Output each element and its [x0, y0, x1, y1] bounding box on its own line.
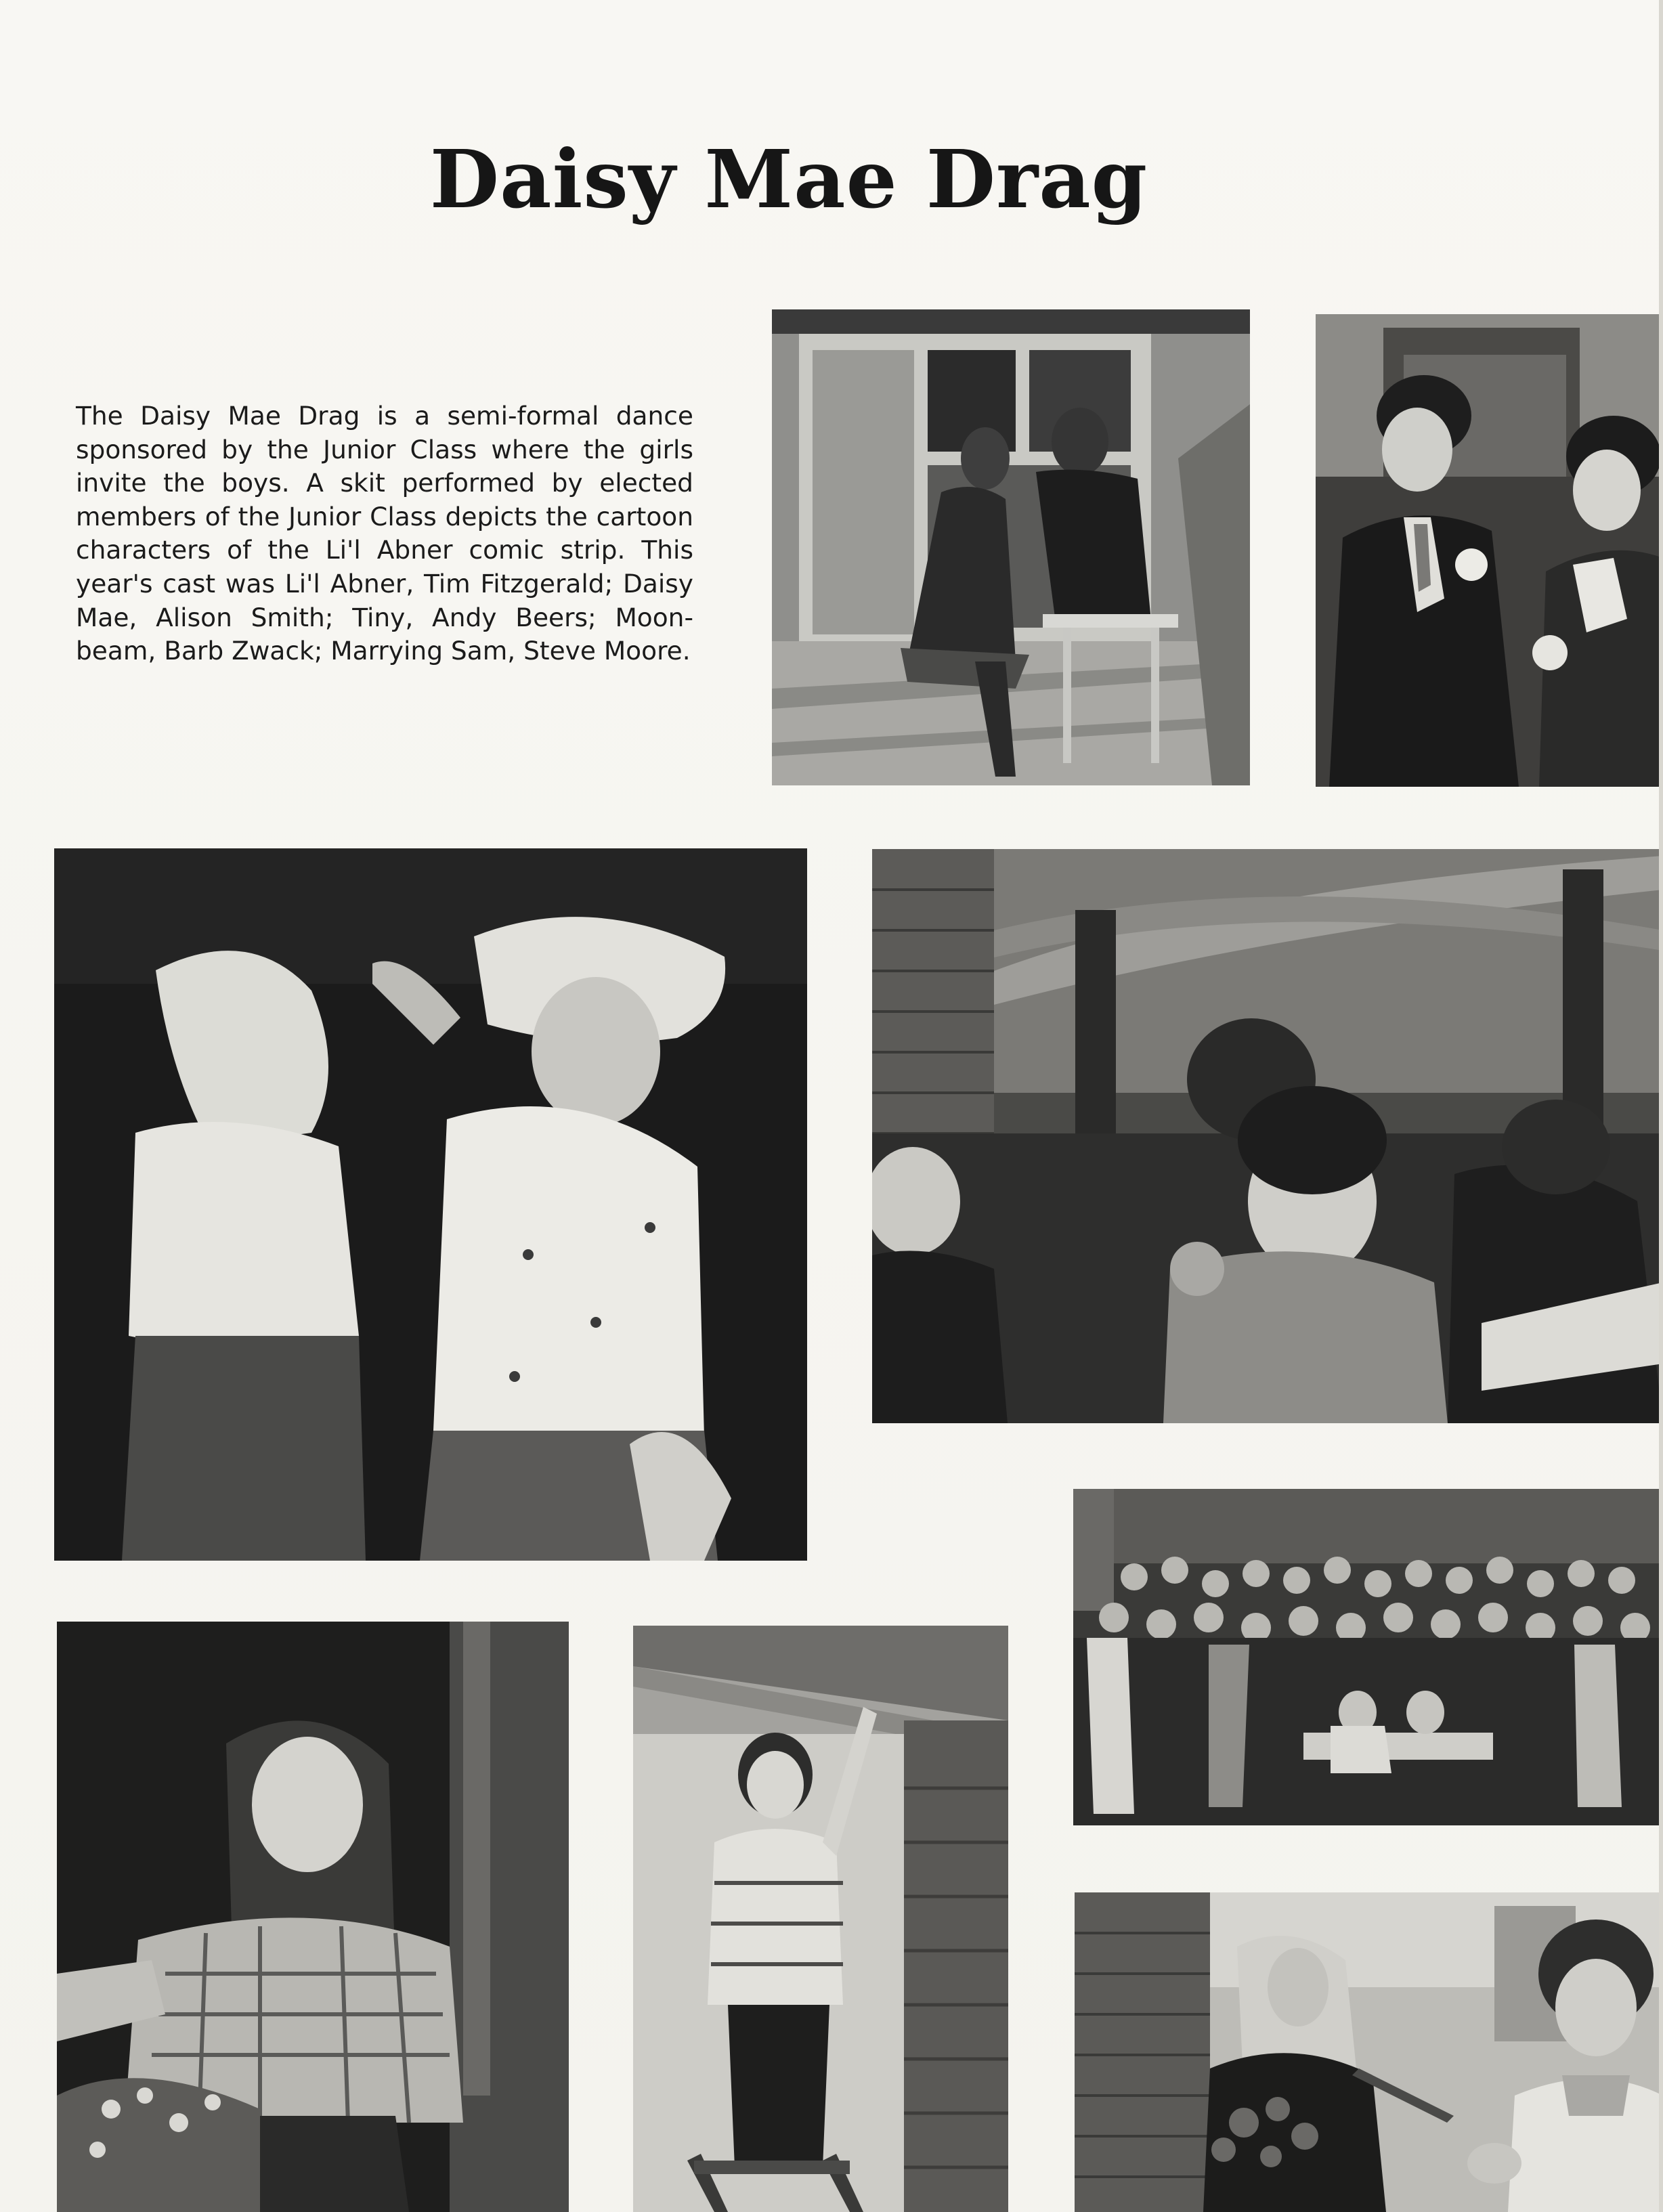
- photo-girls-with-lace-veils: [54, 848, 807, 1561]
- photo-couple-at-doors-image: [772, 309, 1250, 785]
- photo-couple-at-doors: [772, 309, 1250, 785]
- photo-student-on-ladder-image: [633, 1626, 1008, 2212]
- photo-students-with-bouquet-image: [1075, 1892, 1663, 2212]
- photo-girl-in-plaid-shirt: [57, 1622, 569, 2212]
- photo-dancers-under-streamers: [872, 849, 1663, 1423]
- page-edge: [1659, 0, 1663, 2212]
- photo-crowd-watching-skit: [1073, 1489, 1663, 1825]
- photo-girl-in-plaid-shirt-image: [57, 1622, 569, 2212]
- photo-girls-with-lace-veils-image: [54, 848, 807, 1561]
- page-title: Daisy Mae Drag: [429, 132, 1148, 226]
- photo-boy-with-corsage-image: [1316, 314, 1663, 787]
- photo-students-with-bouquet: [1075, 1892, 1663, 2212]
- photo-crowd-watching-skit-image: [1073, 1489, 1663, 1825]
- photo-dancers-under-streamers-image: [872, 849, 1663, 1423]
- article-caption: The Daisy Mae Drag is a semi-formal dance sponsored by the Junior Class where the girls invite the boys. A skit performed by elected members of the Junior Class depicts the cartoon characters of the Li'l Abner comic strip. This year's cast was Li'l Abner, Tim Fitzgerald; Daisy Mae, Alison Smith; Tiny, Andy Beers; Moon-beam, Barb Zwack; Marrying Sam, Steve Moore.: [76, 401, 693, 666]
- photo-student-on-ladder: [633, 1626, 1008, 2212]
- photo-boy-with-corsage: [1316, 314, 1663, 787]
